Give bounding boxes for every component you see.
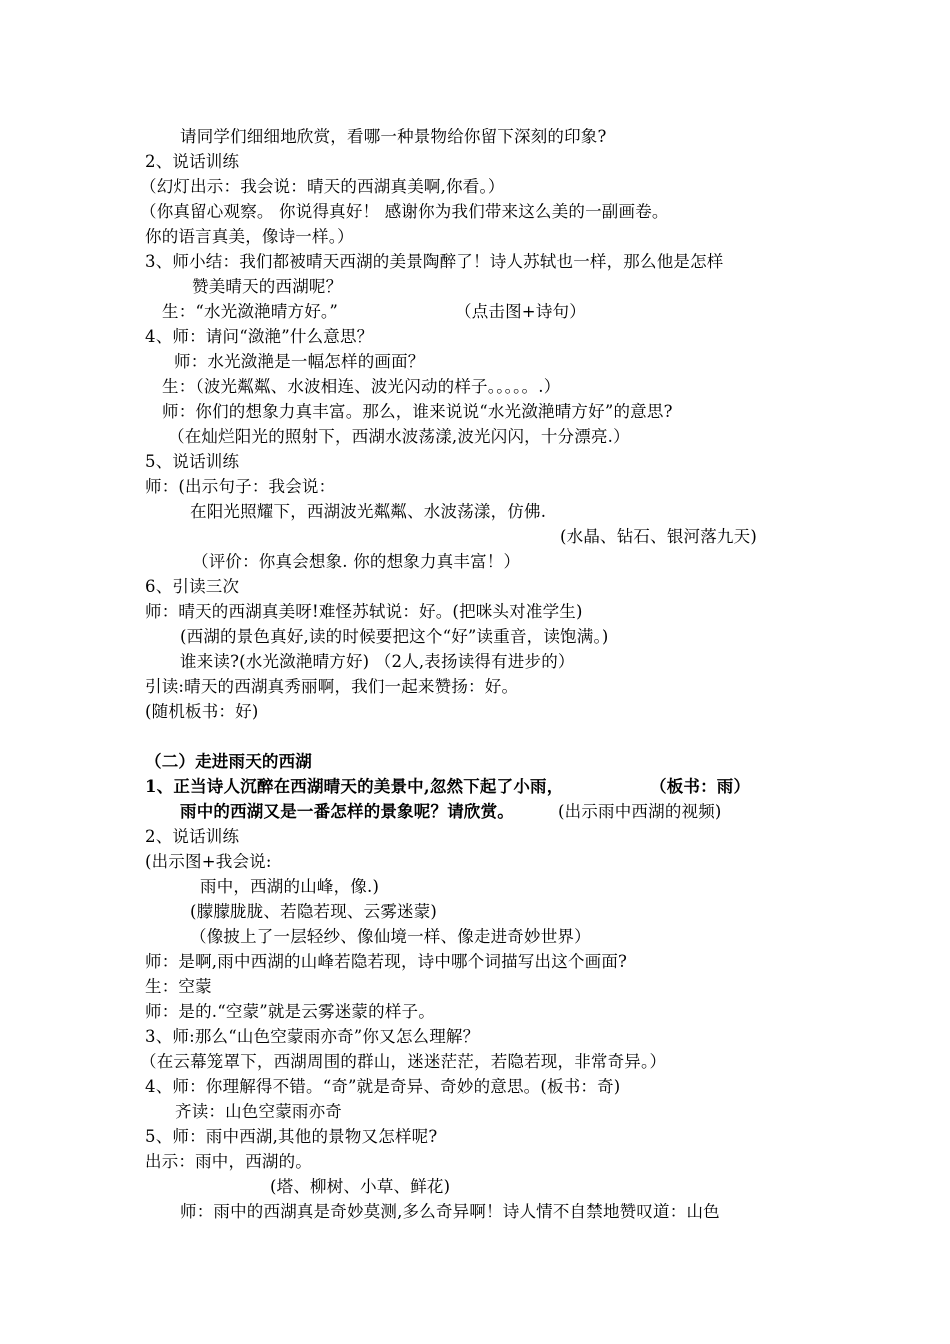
section-heading: 2、说话训练 bbox=[145, 827, 240, 846]
text-line: 引读:晴天的西湖真秀丽啊，我们一起来赞扬：好。 bbox=[145, 677, 519, 696]
text-line: 雨中的西湖又是一番怎样的景象呢？请欣赏。 bbox=[180, 802, 514, 821]
annotation-text: (水晶、钻石、银河落九天) bbox=[560, 527, 757, 546]
annotation-text: （点击图+诗句） bbox=[455, 302, 586, 321]
text-line: 在阳光照耀下，西湖波光粼粼、水波荡漾，仿佛. bbox=[190, 502, 547, 521]
text-line: （你真留心观察。 你说得真好！ 感谢你为我们带来这么美的一副画卷。 bbox=[140, 202, 669, 221]
text-line: 生：空蒙 bbox=[145, 977, 212, 996]
text-line: 3、师:那么“山色空蒙雨亦奇”你又怎么理解？ bbox=[145, 1027, 480, 1046]
section-heading: 6、引读三次 bbox=[145, 577, 240, 596]
text-line: (随机板书：好) bbox=[145, 702, 259, 721]
text-line: 生：（波光粼粼、水波相连、波光闪动的样子。。。。。.） bbox=[162, 377, 561, 396]
text-line: (朦朦胧胧、若隐若现、云雾迷蒙) bbox=[190, 902, 438, 921]
text-line: (出示图+我会说: bbox=[145, 852, 272, 871]
text-line: 出示：雨中，西湖的。 bbox=[145, 1152, 312, 1171]
text-line: 师：水光潋滟是一幅怎样的画面？ bbox=[174, 352, 425, 371]
text-line: 4、师：请问“潋滟”什么意思？ bbox=[145, 327, 374, 346]
text-line: 谁来读?(水光潋滟晴方好) （2人,表扬读得有进步的） bbox=[180, 652, 575, 671]
text-line: 雨中，西湖的山峰，像.) bbox=[200, 877, 380, 896]
text-line: 生：“水光潋滟晴方好。” bbox=[162, 302, 339, 321]
text-line: 3、师小结：我们都被晴天西湖的美景陶醉了！诗人苏轼也一样，那么他是怎样 bbox=[145, 252, 724, 271]
text-line: 请同学们细细地欣赏，看哪一种景物给你留下深刻的印象? bbox=[180, 127, 607, 146]
text-line: 师：是啊,雨中西湖的山峰若隐若现，诗中哪个词描写出这个画面? bbox=[145, 952, 628, 971]
text-line: 你的语言真美，像诗一样。） bbox=[145, 227, 354, 246]
section-heading: 5、说话训练 bbox=[145, 452, 240, 471]
text-line: 赞美晴天的西湖呢？ bbox=[192, 277, 343, 296]
text-line: 5、师：雨中西湖,其他的景物又怎样呢? bbox=[145, 1127, 438, 1146]
text-line: 1、正当诗人沉醉在西湖晴天的美景中,忽然下起了小雨， bbox=[145, 777, 564, 796]
text-line: 师：你们的想象力真丰富。那么，谁来说说“水光潋滟晴方好”的意思? bbox=[162, 402, 673, 421]
board-note: （板书：雨） bbox=[650, 777, 751, 796]
text-line: （在云幕笼罩下，西湖周围的群山，迷迷茫茫，若隐若现，非常奇异。） bbox=[140, 1052, 667, 1071]
text-line: 师：(出示句子：我会说： bbox=[145, 477, 336, 496]
text-line: 师：雨中的西湖真是奇妙莫测,多么奇异啊！诗人情不自禁地赞叹道：山色 bbox=[180, 1202, 720, 1221]
text-line: （在灿烂阳光的照射下，西湖水波荡漾,波光闪闪，十分漂亮.） bbox=[168, 427, 630, 446]
section-title: （二）走进雨天的西湖 bbox=[145, 752, 312, 771]
text-line: 师：是的.“空蒙”就是云雾迷蒙的样子。 bbox=[145, 1002, 435, 1021]
text-line: （像披上了一层轻纱、像仙境一样、像走进奇妙世界） bbox=[190, 927, 591, 946]
text-line: （幻灯出示：我会说：晴天的西湖真美啊,你看。） bbox=[140, 177, 505, 196]
annotation-text: (出示雨中西湖的视频) bbox=[558, 802, 722, 821]
text-line: 师：晴天的西湖真美呀!难怪苏轼说：好。(把咪头对准学生) bbox=[145, 602, 583, 621]
text-line: (塔、柳树、小草、鲜花) bbox=[270, 1177, 451, 1196]
text-line: 4、师：你理解得不错。“奇”就是奇异、奇妙的意思。(板书：奇) bbox=[145, 1077, 621, 1096]
text-line: （评价：你真会想象. 你的想象力真丰富！） bbox=[192, 552, 521, 571]
text-line: (西湖的景色真好,读的时候要把这个“好”读重音，读饱满。) bbox=[180, 627, 609, 646]
section-heading: 2、说话训练 bbox=[145, 152, 240, 171]
text-line: 齐读：山色空蒙雨亦奇 bbox=[175, 1102, 342, 1121]
